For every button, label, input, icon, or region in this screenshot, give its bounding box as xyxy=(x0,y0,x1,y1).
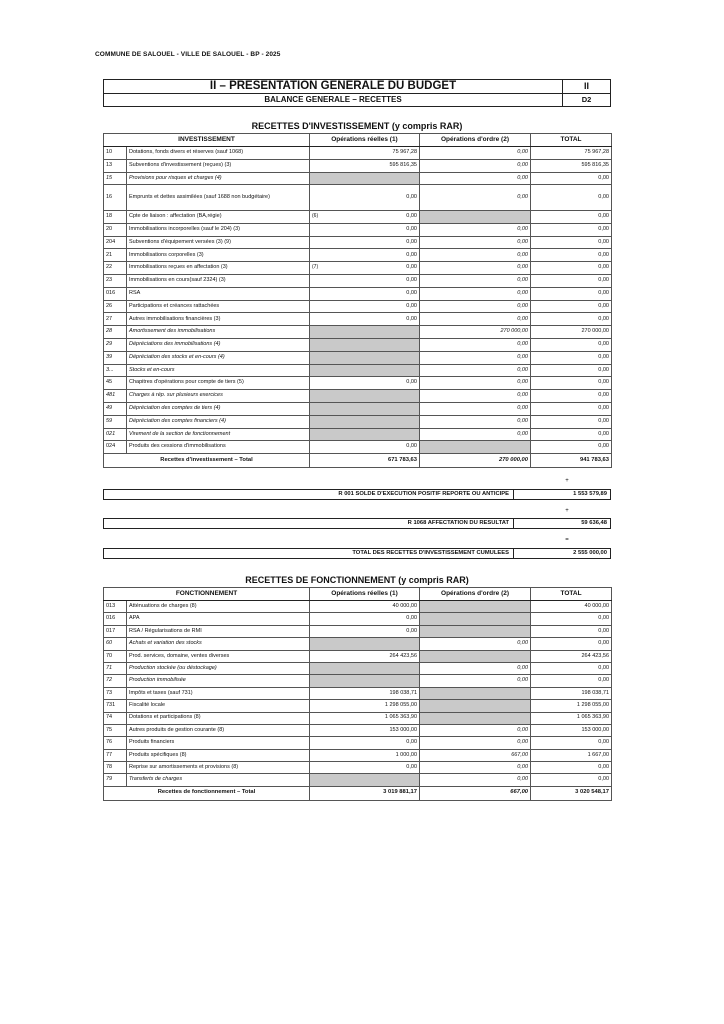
row-reelles xyxy=(310,675,420,687)
row-ordre xyxy=(420,210,531,223)
row-ordre xyxy=(420,441,531,454)
row-reelles-value: 0,00 xyxy=(406,264,417,271)
row-reelles: 153 000,00 xyxy=(310,724,420,736)
row-label: Stocks et en-cours xyxy=(127,364,310,377)
table-row xyxy=(104,300,612,313)
row-reelles: 0,00 xyxy=(310,185,420,211)
row-ordre: 0,00 xyxy=(420,262,531,275)
row-reelles xyxy=(310,415,420,428)
row-ordre: 0,00 xyxy=(420,223,531,236)
row-total: 0,00 xyxy=(531,172,612,185)
row-ordre: 0,00 xyxy=(420,249,531,262)
row-code: 59 xyxy=(104,415,127,428)
row-ordre: 0,00 xyxy=(420,185,531,211)
row-code: 23 xyxy=(104,274,127,287)
row-ordre: 0,00 xyxy=(420,364,531,377)
table-row xyxy=(104,638,612,650)
row-total: 75 967,28 xyxy=(531,147,612,160)
table-row xyxy=(104,415,612,428)
table-row xyxy=(104,172,612,185)
r001-value: 1 553 579,89 xyxy=(573,491,607,497)
row-label: Amortissement des immobilisations xyxy=(127,326,310,339)
row-label: Participations et créances rattachées xyxy=(127,300,310,313)
row-reelles xyxy=(310,390,420,403)
table-row xyxy=(104,147,612,160)
table-row xyxy=(104,428,612,441)
row-total: 0,00 xyxy=(531,338,612,351)
table-row xyxy=(104,159,612,172)
row-reelles: 0,00 xyxy=(310,625,420,637)
row-reelles xyxy=(310,262,420,275)
row-total: 0,00 xyxy=(531,774,612,786)
row-ordre: 0,00 xyxy=(420,638,531,650)
row-total: 0,00 xyxy=(531,223,612,236)
row-code: 45 xyxy=(104,377,127,390)
row-label: Dépréciation des comptes de tiers (4) xyxy=(127,402,310,415)
row-ordre: 0,00 xyxy=(420,287,531,300)
row-ordre xyxy=(420,625,531,637)
invest-header-row xyxy=(104,134,612,147)
row-reelles xyxy=(310,351,420,364)
table-row xyxy=(104,762,612,774)
row-label: Production stockée (ou déstockage) xyxy=(127,662,310,674)
row-label: Atténuations de charges (8) xyxy=(127,601,310,613)
table-row xyxy=(104,351,612,364)
row-code: 481 xyxy=(104,390,127,403)
row-ordre: 0,00 xyxy=(420,236,531,249)
row-label: Achats et variation des stocks xyxy=(127,638,310,650)
row-total: 0,00 xyxy=(531,762,612,774)
r1068-summary-row xyxy=(103,518,611,529)
row-ordre: 0,00 xyxy=(420,662,531,674)
row-code: 18 xyxy=(104,210,127,223)
table-row xyxy=(104,338,612,351)
row-total: 0,00 xyxy=(531,210,612,223)
row-ordre: 0,00 xyxy=(420,274,531,287)
table-row xyxy=(104,402,612,415)
row-reelles xyxy=(310,326,420,339)
table-row xyxy=(104,236,612,249)
row-ordre xyxy=(420,700,531,712)
table-row xyxy=(104,390,612,403)
row-reelles xyxy=(310,364,420,377)
row-total: 0,00 xyxy=(531,262,612,275)
table-row xyxy=(104,364,612,377)
fonct-table xyxy=(103,587,612,801)
invest-col-header: Opérations réelles (1) xyxy=(310,134,420,147)
table-row xyxy=(104,274,612,287)
row-label: Dépréciations des immobilisations (4) xyxy=(127,338,310,351)
row-label: Produits spécifiques (8) xyxy=(127,749,310,761)
row-total: 0,00 xyxy=(531,662,612,674)
page-title: II – PRESENTATION GENERALE DU BUDGET xyxy=(104,80,562,94)
row-total: 0,00 xyxy=(531,675,612,687)
row-code: 76 xyxy=(104,737,127,749)
row-total: 595 816,35 xyxy=(531,159,612,172)
row-ordre: 0,00 xyxy=(420,762,531,774)
r1068-value: 59 636,48 xyxy=(581,520,607,526)
r001-label: R 001 SOLDE D'EXECUTION POSITIF REPORTE OU ANTICIPE xyxy=(104,490,514,499)
row-reelles xyxy=(310,402,420,415)
row-label: Cpte de liaison : affectation (BA,régie) xyxy=(127,210,310,223)
plus-sign: + xyxy=(565,508,569,514)
row-code: 70 xyxy=(104,650,127,662)
row-ordre xyxy=(420,613,531,625)
invest-col-header: INVESTISSEMENT xyxy=(104,134,310,147)
row-ordre: 0,00 xyxy=(420,737,531,749)
invest-total-reelles: 671 783,63 xyxy=(310,454,420,468)
row-label: Impôts et taxes (sauf 731) xyxy=(127,687,310,699)
row-code: 78 xyxy=(104,762,127,774)
row-reelles: 264 423,56 xyxy=(310,650,420,662)
row-label: Subventions d'investissement (reçues) (3) xyxy=(127,159,310,172)
row-total: 0,00 xyxy=(531,415,612,428)
table-row xyxy=(104,313,612,326)
row-reelles: 0,00 xyxy=(310,236,420,249)
row-label: Dotations et participations (8) xyxy=(127,712,310,724)
row-label: Charges à rép. sur plusieurs exercices xyxy=(127,390,310,403)
row-code: 017 xyxy=(104,625,127,637)
row-total: 0,00 xyxy=(531,377,612,390)
row-total: 0,00 xyxy=(531,287,612,300)
section-number: II xyxy=(563,80,610,94)
title-box xyxy=(103,79,611,107)
table-row xyxy=(104,737,612,749)
plus-sign: + xyxy=(565,478,569,484)
row-reelles-value: 0,00 xyxy=(406,213,417,220)
row-total: 0,00 xyxy=(531,236,612,249)
row-code: 16 xyxy=(104,185,127,211)
row-reelles: 1 065 363,90 xyxy=(310,712,420,724)
row-reelles xyxy=(310,172,420,185)
section-code: D2 xyxy=(581,95,592,105)
fonct-col-header: Opérations réelles (1) xyxy=(310,588,420,601)
row-label: Virement de la section de fonctionnement xyxy=(127,428,310,441)
row-code: 79 xyxy=(104,774,127,786)
row-label: Chapitres d'opérations pour compte de tiers (5) xyxy=(127,377,310,390)
row-label: Autres immobilisations financières (3) xyxy=(127,313,310,326)
row-code: 77 xyxy=(104,749,127,761)
equals-sign: = xyxy=(565,537,569,543)
invest-table xyxy=(103,133,612,468)
fonct-total-label: Recettes de fonctionnement – Total xyxy=(104,786,310,800)
table-row xyxy=(104,262,612,275)
row-code: 21 xyxy=(104,249,127,262)
row-total: 198 038,71 xyxy=(531,687,612,699)
invest-total-row xyxy=(104,454,612,468)
row-reelles: 198 038,71 xyxy=(310,687,420,699)
table-row xyxy=(104,662,612,674)
row-ordre: 0,00 xyxy=(420,159,531,172)
fonct-col-header: Opérations d'ordre (2) xyxy=(420,588,531,601)
row-code: 013 xyxy=(104,601,127,613)
row-ordre: 0,00 xyxy=(420,415,531,428)
row-ordre: 0,00 xyxy=(420,675,531,687)
row-code: 71 xyxy=(104,662,127,674)
r1068-label: R 1068 AFFECTATION DU RESULTAT xyxy=(104,519,514,528)
row-code: 13 xyxy=(104,159,127,172)
row-code: 15 xyxy=(104,172,127,185)
row-total: 0,00 xyxy=(531,441,612,454)
row-ordre: 667,00 xyxy=(420,749,531,761)
row-reelles: 0,00 xyxy=(310,737,420,749)
row-code: 016 xyxy=(104,287,127,300)
row-total: 1 065 363,90 xyxy=(531,712,612,724)
row-ordre: 0,00 xyxy=(420,351,531,364)
fonct-total-total: 3 020 548,17 xyxy=(531,786,612,800)
row-ordre: 0,00 xyxy=(420,377,531,390)
invest-total-ordre: 270 000,00 xyxy=(420,454,531,468)
row-total: 0,00 xyxy=(531,737,612,749)
title-main-cell xyxy=(104,80,563,106)
table-row xyxy=(104,613,612,625)
row-reelles: 0,00 xyxy=(310,377,420,390)
row-total: 0,00 xyxy=(531,249,612,262)
row-ordre: 0,00 xyxy=(420,724,531,736)
row-label: Immobilisations corporelles (3) xyxy=(127,249,310,262)
row-total: 0,00 xyxy=(531,402,612,415)
row-total: 0,00 xyxy=(531,364,612,377)
invest-total-label: Recettes d'investissement – Total xyxy=(104,454,310,468)
table-row xyxy=(104,749,612,761)
row-reelles: 1 000,00 xyxy=(310,749,420,761)
fonct-total-reelles: 3 019 881,17 xyxy=(310,786,420,800)
row-ref-note: (6) xyxy=(312,213,319,220)
row-label: Dépréciation des stocks et en-cours (4) xyxy=(127,351,310,364)
row-label: Subventions d'équipement versées (3) (9) xyxy=(127,236,310,249)
row-label: Dépréciation des comptes financiers (4) xyxy=(127,415,310,428)
row-total: 0,00 xyxy=(531,313,612,326)
row-ordre xyxy=(420,601,531,613)
row-reelles: 0,00 xyxy=(310,762,420,774)
page-header: COMMUNE DE SALOUEL - VILLE DE SALOUEL - BP - 2025 xyxy=(95,51,281,58)
invest-section-title: RECETTES D'INVESTISSEMENT (y compris RAR) xyxy=(251,121,463,131)
row-total: 0,00 xyxy=(531,185,612,211)
table-row xyxy=(104,210,612,223)
row-label: Dotations, fonds divers et réserves (sauf 1068) xyxy=(127,147,310,160)
row-code: 73 xyxy=(104,687,127,699)
cumul-value: 2 555 000,00 xyxy=(573,550,607,556)
row-total: 270 000,00 xyxy=(531,326,612,339)
invest-total-total: 941 783,63 xyxy=(531,454,612,468)
row-code: 29 xyxy=(104,338,127,351)
row-total: 0,00 xyxy=(531,428,612,441)
row-label: Provisions pour risques et charges (4) xyxy=(127,172,310,185)
fonct-col-header: TOTAL xyxy=(531,588,612,601)
row-reelles: 40 000,00 xyxy=(310,601,420,613)
row-label: Fiscalité locale xyxy=(127,700,310,712)
row-code: 60 xyxy=(104,638,127,650)
row-reelles: 0,00 xyxy=(310,274,420,287)
row-reelles: 1 298 055,00 xyxy=(310,700,420,712)
row-ordre: 0,00 xyxy=(420,390,531,403)
row-reelles xyxy=(310,662,420,674)
row-ordre: 0,00 xyxy=(420,313,531,326)
table-row xyxy=(104,687,612,699)
row-code: 75 xyxy=(104,724,127,736)
row-reelles: 0,00 xyxy=(310,613,420,625)
table-row xyxy=(104,625,612,637)
row-label: Immobilisations reçues en affectation (3) xyxy=(127,262,310,275)
row-ordre xyxy=(420,712,531,724)
row-reelles xyxy=(310,774,420,786)
row-ordre: 0,00 xyxy=(420,774,531,786)
table-row xyxy=(104,675,612,687)
fonct-header-row xyxy=(104,588,612,601)
row-reelles xyxy=(310,638,420,650)
row-reelles: 0,00 xyxy=(310,249,420,262)
row-reelles: 75 967,28 xyxy=(310,147,420,160)
row-label: Produits des cessions d'immobilisations xyxy=(127,441,310,454)
row-label: Prod. services, domaine, ventes diverses xyxy=(127,650,310,662)
row-total: 0,00 xyxy=(531,390,612,403)
row-code: 20 xyxy=(104,223,127,236)
fonct-col-header: FONCTIONNEMENT xyxy=(104,588,310,601)
row-reelles: 0,00 xyxy=(310,300,420,313)
page-subtitle: BALANCE GENERALE – RECETTES xyxy=(264,95,402,105)
row-code: 27 xyxy=(104,313,127,326)
table-row xyxy=(104,724,612,736)
row-ordre xyxy=(420,687,531,699)
row-label: Production immobilisée xyxy=(127,675,310,687)
row-code: 10 xyxy=(104,147,127,160)
row-code: 39 xyxy=(104,351,127,364)
row-label: Immobilisations en cours(sauf 2324) (3) xyxy=(127,274,310,287)
row-ordre: 0,00 xyxy=(420,147,531,160)
row-ordre: 0,00 xyxy=(420,338,531,351)
row-ordre: 270 000,00 xyxy=(420,326,531,339)
row-ordre: 0,00 xyxy=(420,300,531,313)
row-total: 0,00 xyxy=(531,613,612,625)
cumul-label: TOTAL DES RECETTES D'INVESTISSEMENT CUMULEES xyxy=(104,549,514,558)
row-code: 204 xyxy=(104,236,127,249)
row-label: Produits financiers xyxy=(127,737,310,749)
table-row xyxy=(104,185,612,211)
row-reelles xyxy=(310,428,420,441)
table-row xyxy=(104,223,612,236)
row-code: 26 xyxy=(104,300,127,313)
row-code: 72 xyxy=(104,675,127,687)
table-row xyxy=(104,249,612,262)
row-ordre xyxy=(420,650,531,662)
row-label: APA xyxy=(127,613,310,625)
row-label: Immobilisations incorporelles (sauf le 204) (3) xyxy=(127,223,310,236)
row-label: Transferts de charges xyxy=(127,774,310,786)
fonct-total-row xyxy=(104,786,612,800)
cumul-summary-row xyxy=(103,548,611,559)
table-row xyxy=(104,377,612,390)
row-label: RSA xyxy=(127,287,310,300)
row-label: Emprunts et dettes assimilées (sauf 1688 non budgétaire) xyxy=(127,185,310,211)
table-row xyxy=(104,287,612,300)
row-code: 021 xyxy=(104,428,127,441)
table-row xyxy=(104,441,612,454)
table-row xyxy=(104,650,612,662)
row-total: 1 667,00 xyxy=(531,749,612,761)
title-side-cell xyxy=(563,80,610,106)
row-total: 0,00 xyxy=(531,300,612,313)
fonct-section-title: RECETTES DE FONCTIONNEMENT (y compris RAR) xyxy=(245,575,469,585)
row-code: 016 xyxy=(104,613,127,625)
row-ordre: 0,00 xyxy=(420,172,531,185)
invest-col-header: Opérations d'ordre (2) xyxy=(420,134,531,147)
row-total: 153 000,00 xyxy=(531,724,612,736)
row-total: 0,00 xyxy=(531,625,612,637)
row-reelles: 0,00 xyxy=(310,313,420,326)
row-label: Autres produits de gestion courante (8) xyxy=(127,724,310,736)
table-row xyxy=(104,774,612,786)
row-reelles: 0,00 xyxy=(310,223,420,236)
row-code: 49 xyxy=(104,402,127,415)
row-total: 264 423,56 xyxy=(531,650,612,662)
table-row xyxy=(104,712,612,724)
row-code: 22 xyxy=(104,262,127,275)
table-row xyxy=(104,601,612,613)
table-row xyxy=(104,326,612,339)
row-total: 0,00 xyxy=(531,274,612,287)
table-row xyxy=(104,700,612,712)
row-ordre: 0,00 xyxy=(420,428,531,441)
row-label: RSA / Régularisations de RMI xyxy=(127,625,310,637)
row-reelles: 0,00 xyxy=(310,441,420,454)
row-code: 74 xyxy=(104,712,127,724)
row-label: Reprise sur amortissements et provisions (8) xyxy=(127,762,310,774)
row-reelles xyxy=(310,210,420,223)
row-code: 731 xyxy=(104,700,127,712)
row-total: 40 000,00 xyxy=(531,601,612,613)
r001-summary-row xyxy=(103,489,611,500)
row-reelles: 0,00 xyxy=(310,287,420,300)
row-ordre: 0,00 xyxy=(420,402,531,415)
row-ref-note: (7) xyxy=(312,264,319,271)
invest-col-header: TOTAL xyxy=(531,134,612,147)
row-reelles: 595 816,35 xyxy=(310,159,420,172)
row-code: 28 xyxy=(104,326,127,339)
row-reelles xyxy=(310,338,420,351)
row-total: 0,00 xyxy=(531,638,612,650)
row-code: 3... xyxy=(104,364,127,377)
fonct-total-ordre: 667,00 xyxy=(420,786,531,800)
row-total: 1 298 055,00 xyxy=(531,700,612,712)
row-code: 024 xyxy=(104,441,127,454)
row-total: 0,00 xyxy=(531,351,612,364)
